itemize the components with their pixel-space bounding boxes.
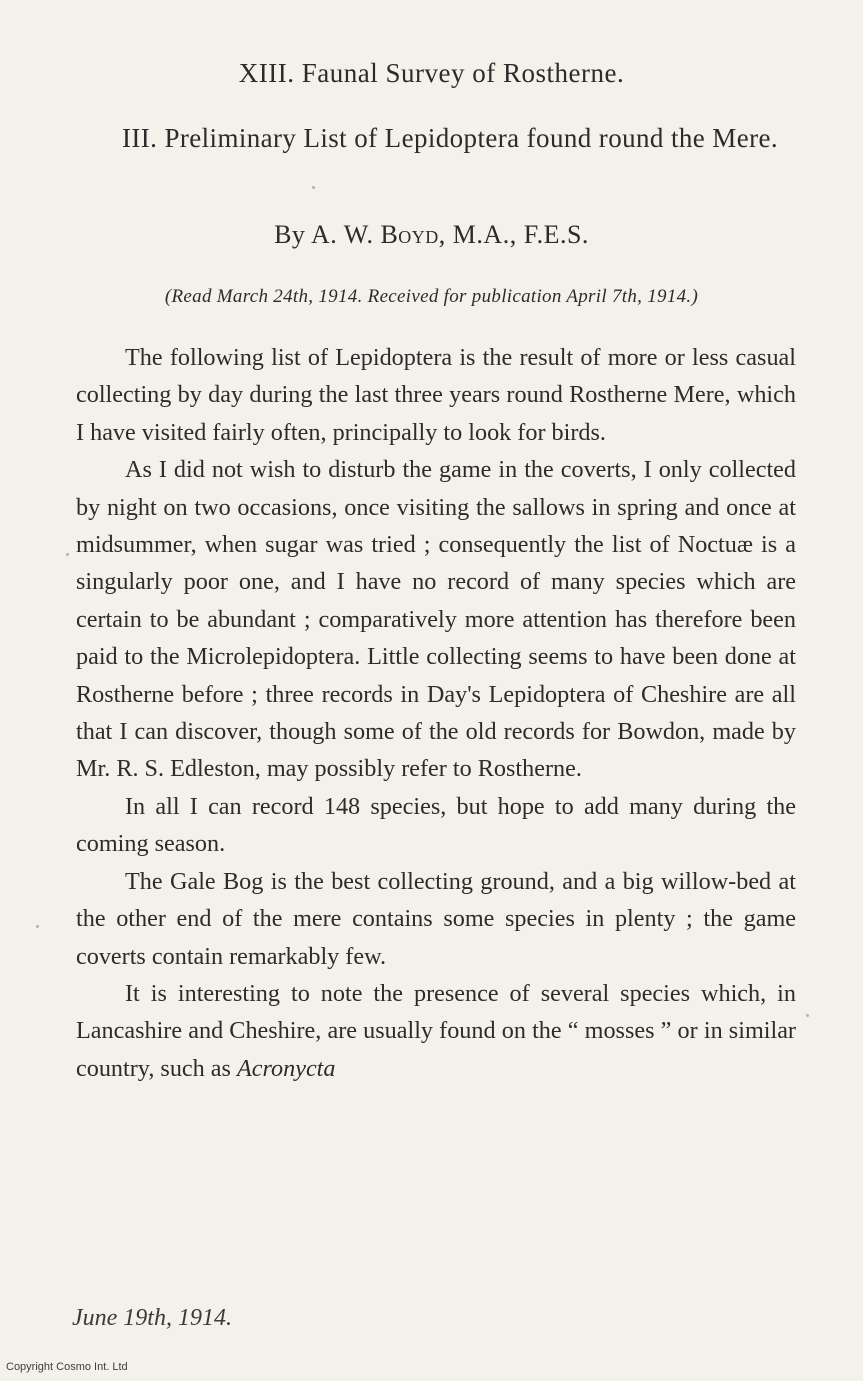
paper-speck [806,1014,809,1017]
author-suffix: , M.A., F.E.S. [438,220,589,249]
date-footer: June 19th, 1914. [72,1305,232,1331]
author-prefix: By A. W. [274,220,381,249]
author-line [0,220,863,250]
paragraph-3: In all I can record 148 species, but hope to add many during the coming season. [76,792,796,858]
paragraph-5-italic: Acronycta [237,1054,336,1082]
copyright-watermark: Copyright Cosmo Int. Ltd [6,1361,128,1373]
author-surname: Boyd [380,220,439,249]
paper-speck [36,925,39,928]
paragraph-5-text: It is interesting to note the presence of several species which, in Lancashire and Cheshire, are usually found on the “ mosses ” or in similar country, such as [76,979,796,1082]
paragraph-5 [76,975,796,1087]
paragraph-1: The following list of Lepidoptera is the result of more or less casual collecting by day during the last three years round Rostherne Mere, which I have visited fairly often, principally to look for birds. [76,344,796,446]
paragraph-4: The Gale Bog is the best collecting ground, and a big willow-bed at the other end of the mere contains some species in plenty ; the game coverts contain remarkably few. [76,867,796,970]
paragraph-2: As I did not wish to disturb the game in the coverts, I only collected by night on two occasions, once visiting the sallows in spring and once at midsummer, when sugar was tried ; consequently the list of Noctuæ is a singularly poor one, and I have no record of many species which are certain to be abundant ; comparatively more attention has therefore been paid to the Microlepidoptera. Little collecting seems to have been done at Rostherne before ; three records in Day's Lepidoptera of Cheshire are all that I can discover, though some of the old records for Bowdon, made by Mr. R. S. Edleston, may possibly refer to Rostherne. [76,456,796,783]
read-note: (Read March 24th, 1914. Received for publication April 7th, 1914.) [164,286,699,307]
survey-title: XIII. Faunal Survey of Rostherne. [238,58,625,88]
paper-speck [312,186,315,189]
paper-speck [66,553,69,556]
article-body [76,339,796,1087]
list-title: III. Preliminary List of Lepidoptera found round the Mere. [121,123,778,153]
